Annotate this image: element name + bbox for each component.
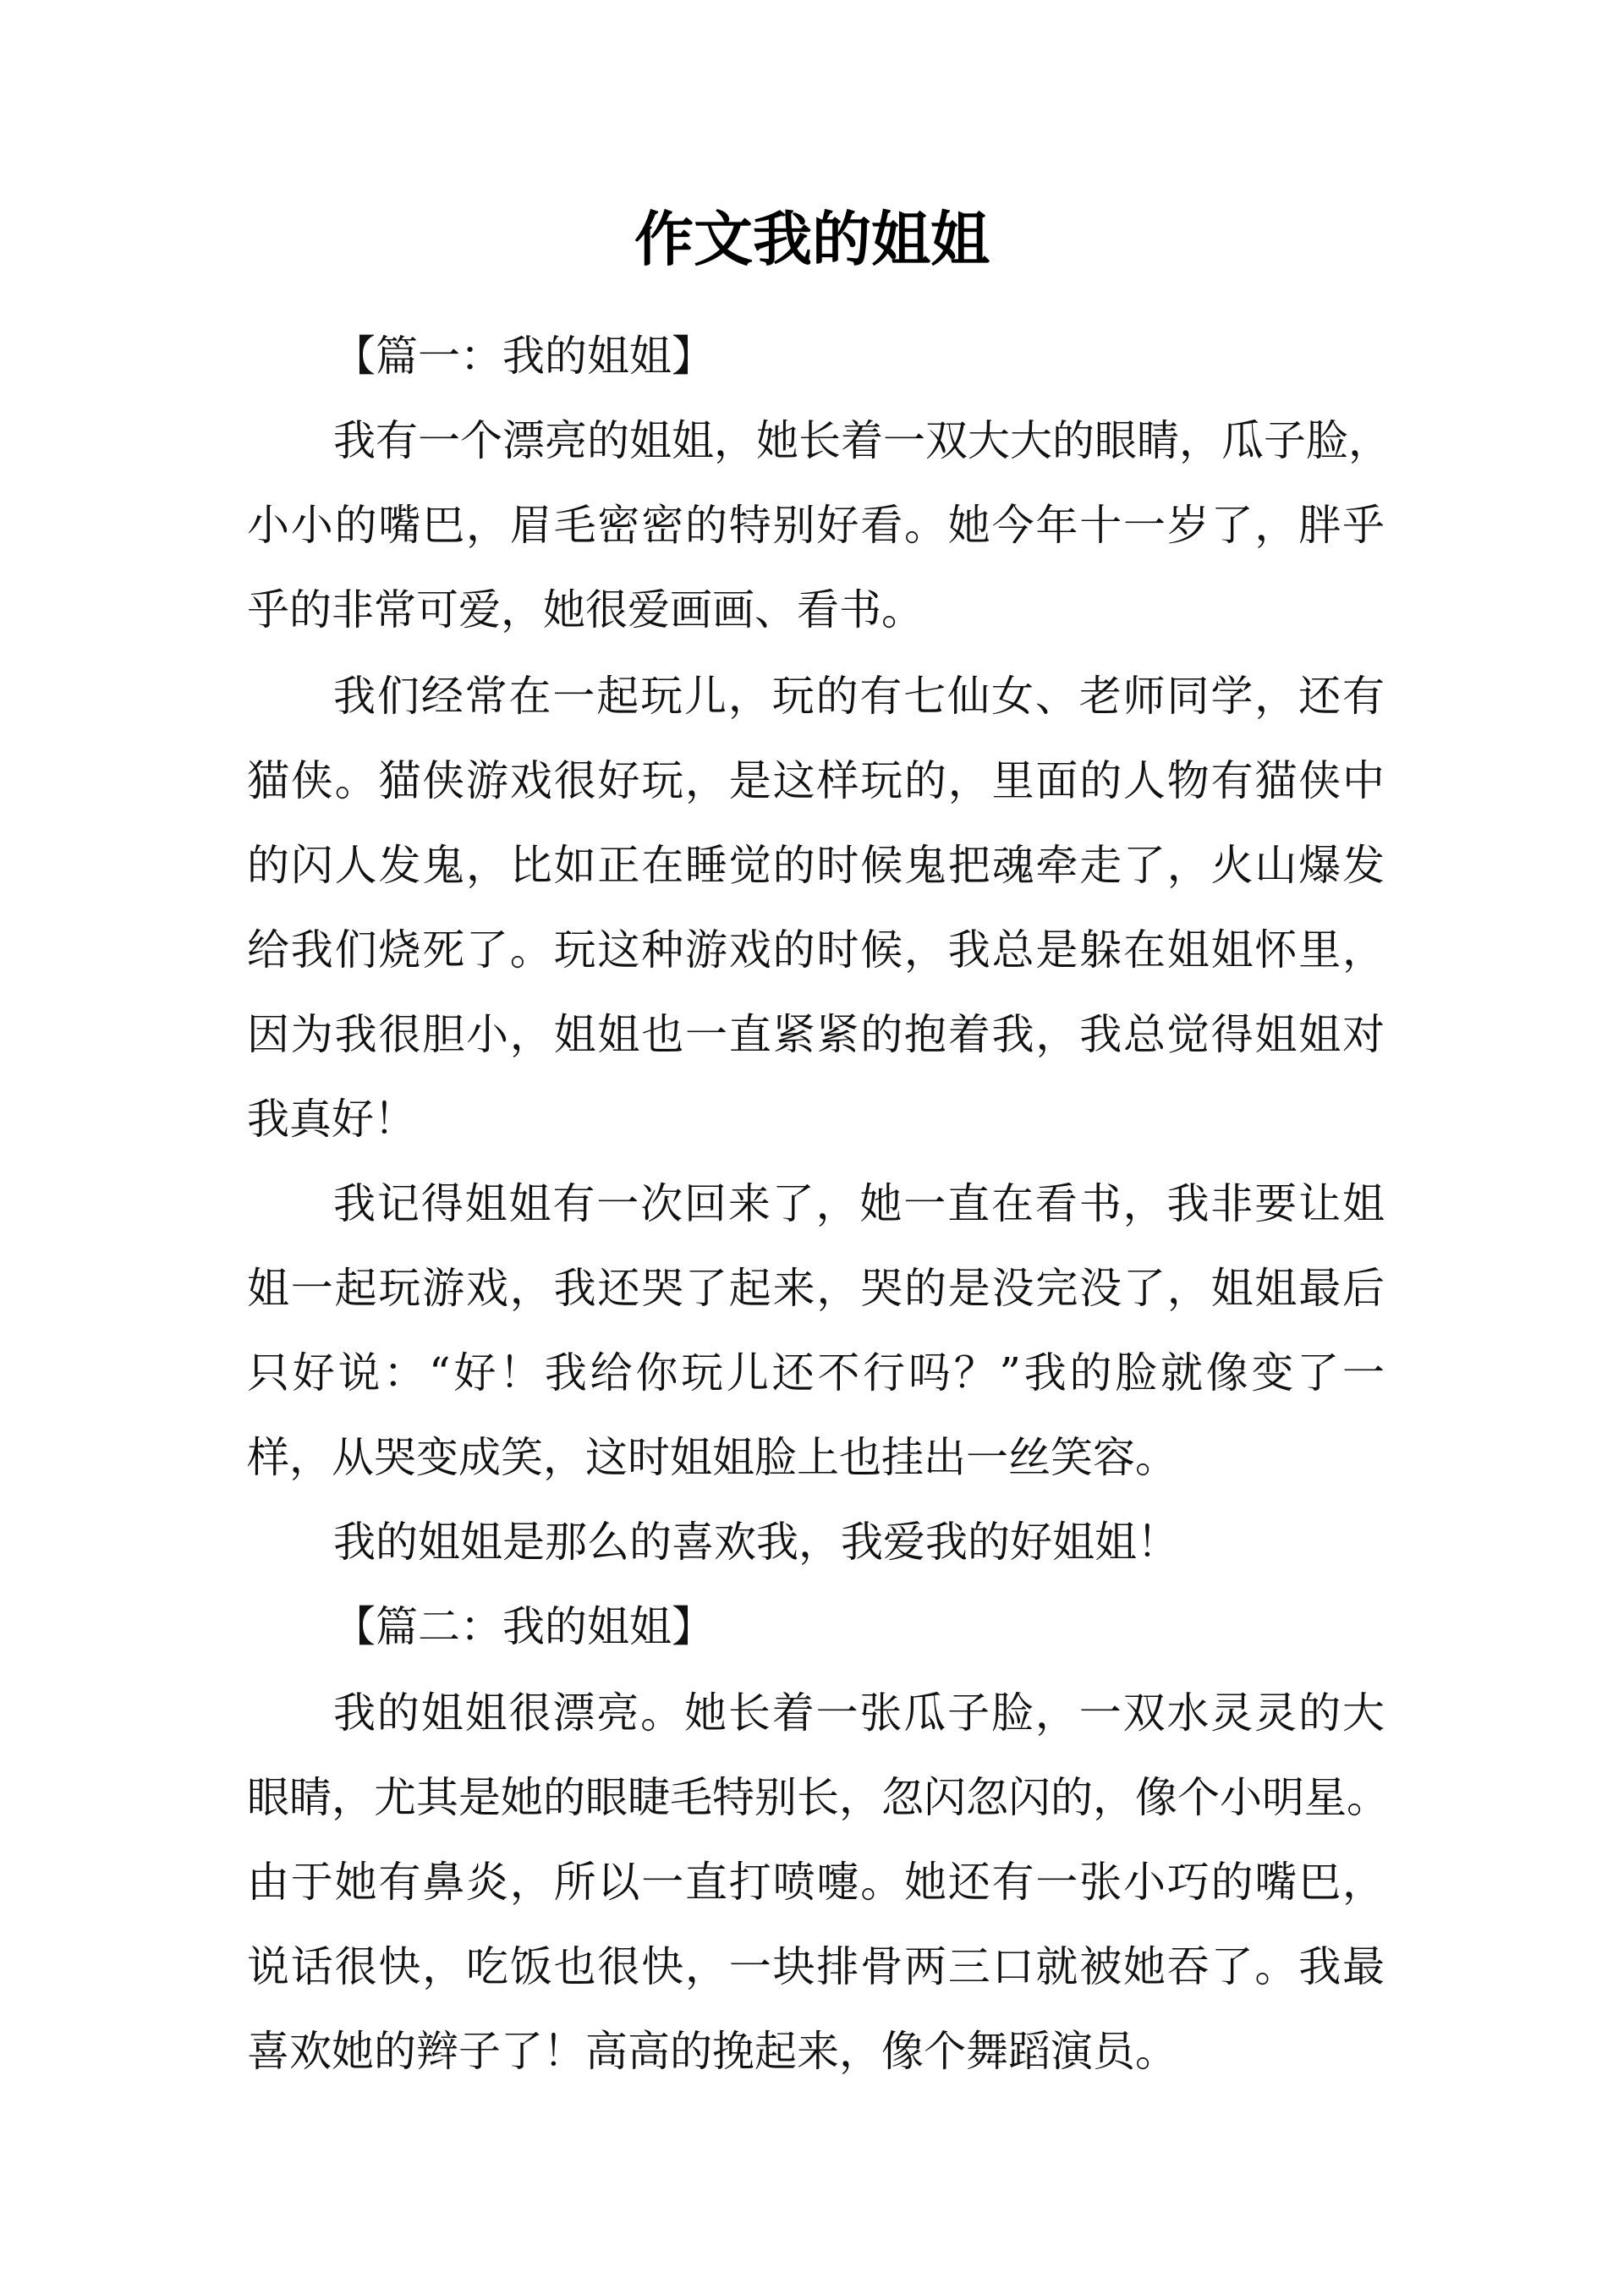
paragraph-line: 姐一起玩游戏，我还哭了起来，哭的是没完没了，姐姐最后 — [247, 1264, 1385, 1313]
paragraph-line: 由于她有鼻炎，所以一直打喷嚏。她还有一张小巧的嘴巴， — [247, 1858, 1385, 1907]
paragraph-line: 乎的非常可爱，她很爱画画、看书。 — [247, 585, 924, 634]
paragraph-line: 我们经常在一起玩儿，玩的有七仙女、老师同学，还有 — [333, 672, 1385, 721]
paragraph-line: 我的姐姐是那么的喜欢我，我爱我的好姐姐！ — [333, 1518, 1179, 1567]
section-heading: 【篇二：我的姐姐】 — [333, 1602, 714, 1651]
paragraph-line: 我有一个漂亮的姐姐，她长着一双大大的眼睛，瓜子脸， — [333, 416, 1391, 465]
paragraph-line: 喜欢她的辫子了！高高的挽起来，像个舞蹈演员。 — [247, 2027, 1177, 2076]
paragraph-line: 我记得姐姐有一次回来了，她一直在看书，我非要让姐 — [333, 1179, 1385, 1228]
paragraph-line: 说话很快，吃饭也很快，一块排骨两三口就被她吞了。我最 — [247, 1942, 1385, 1991]
paragraph-line: 的闪人发鬼，比如正在睡觉的时候鬼把魂牵走了，火山爆发 — [247, 841, 1385, 890]
paragraph-line: 因为我很胆小，姐姐也一直紧紧的抱着我，我总觉得姐姐对 — [247, 1010, 1385, 1059]
paragraph-line: 给我们烧死了。玩这种游戏的时候，我总是躲在姐姐怀里， — [247, 925, 1385, 975]
paragraph-line: 猫侠。猫侠游戏很好玩，是这样玩的，里面的人物有猫侠中 — [247, 756, 1385, 805]
section-heading: 【篇一：我的姐姐】 — [333, 332, 714, 381]
paragraph-line: 样，从哭变成笑，这时姐姐脸上也挂出一丝笑容。 — [247, 1433, 1177, 1482]
document-title: 作文我的姐姐 — [634, 205, 990, 274]
paragraph-line: 小小的嘴巴，眉毛密密的特别好看。她今年十一岁了，胖乎 — [247, 501, 1385, 550]
paragraph-line: 只好说：“好！我给你玩儿还不行吗？”我的脸就像变了一 — [247, 1348, 1385, 1397]
paragraph-line: 我真好！ — [247, 1095, 416, 1144]
paragraph-line: 眼睛，尤其是她的眼睫毛特别长，忽闪忽闪的，像个小明星。 — [247, 1773, 1389, 1822]
paragraph-line: 我的姐姐很漂亮。她长着一张瓜子脸，一双水灵灵的大 — [333, 1688, 1385, 1738]
